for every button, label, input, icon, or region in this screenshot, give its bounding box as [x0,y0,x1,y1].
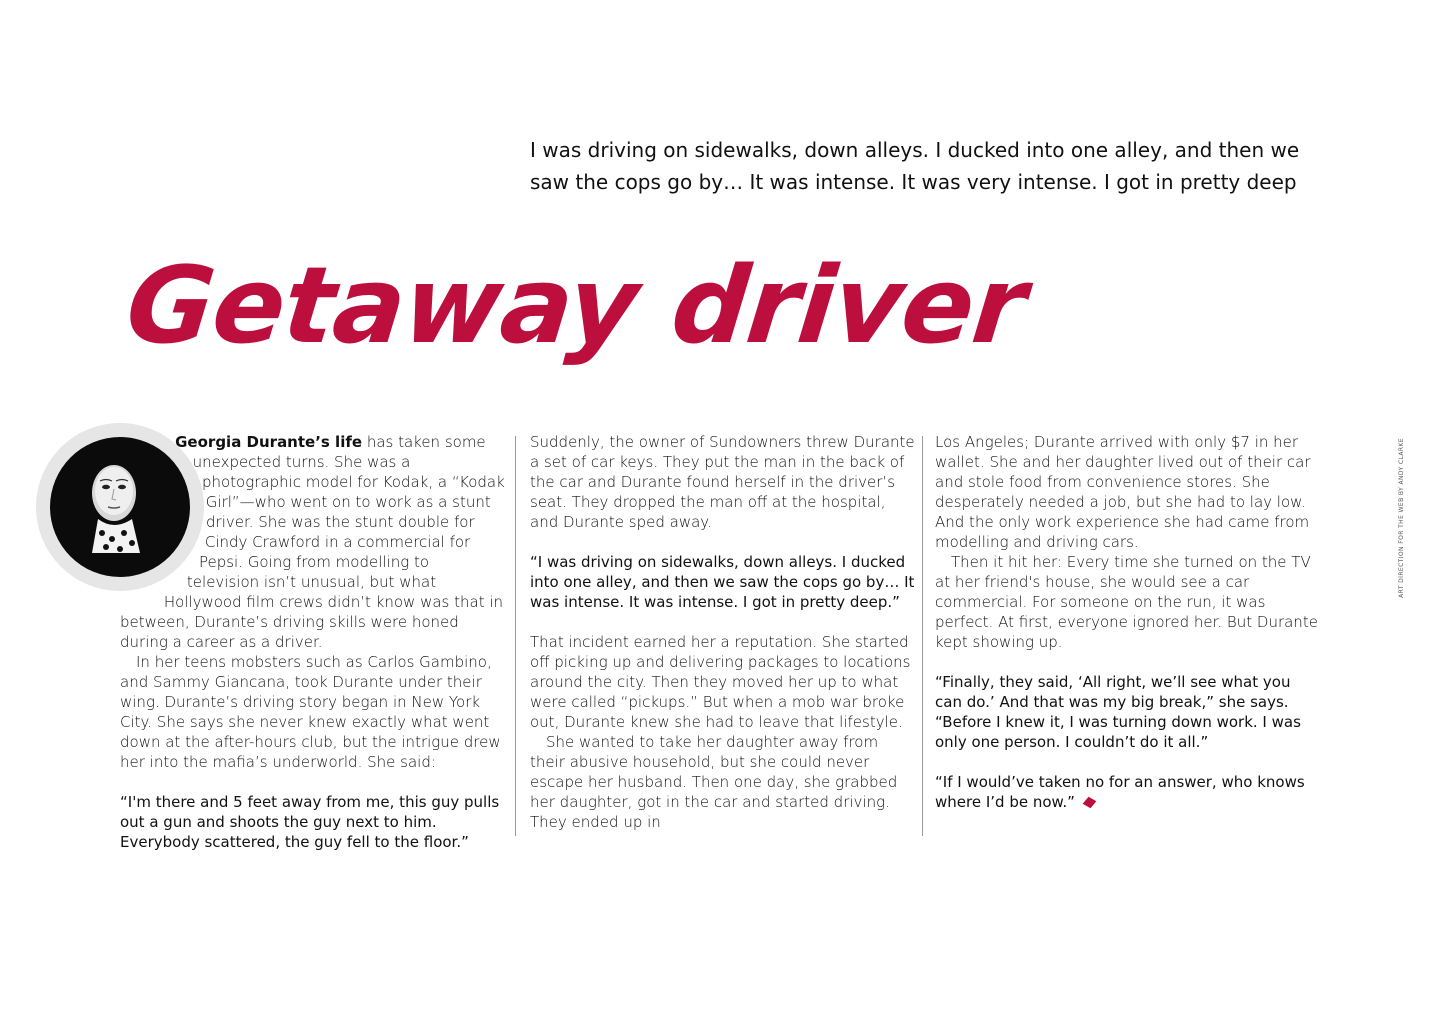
closing-quote: “If I would’ve taken no for an answer, who knows where I’d be now.” [935,773,1305,811]
article-column-3 [935,432,1321,832]
paragraph: That incident earned her a reputation. She started off picking up and delivering packages to locations around the city. Then they moved her up to what were called “pickups.” But when a mob war broke out, Durante knew she had to leave that lifestyle. [530,633,911,731]
headline: Getaway driver [120,244,1031,367]
column-divider [515,436,516,836]
paragraph: Suddenly, the owner of Sundowners threw Durante a set of car keys. They put the man in the back of the car and Durante found herself in the driver’s seat. They dropped the man off at the hospital, and Durante sped away. [530,433,915,531]
quote-paragraph: “I was driving on sidewalks, down alleys. I ducked into one alley, and then we saw the cops go by… It was intense. It was intense. I got in pretty deep.” [530,553,915,611]
paragraph: She wanted to take her daughter away from their abusive household, but she could never escape her husband. Then one day, she grabbed her daughter, got in the car and started driving. They ended up in [530,733,898,831]
art-direction-credit: ART DIRECTION FOR THE WEB BY ANDY CLARKE [1398,438,1405,598]
lead-in: Georgia Durante’s life [175,433,363,451]
pull-quote: I was driving on sidewalks, down alleys. I ducked into one alley, and then we saw the cops go by… It was intense. It was very intense. I got in pretty deep [530,138,1300,194]
column-divider [922,436,923,836]
article-column-2 [530,432,916,832]
paragraph: Then it hit her: Every time she turned on the TV at her friend's house, she would see a car commercial. For someone on the run, it was perfect. At first, everyone ignored her. But Durante kept showing up. [935,553,1318,651]
paragraph: Los Angeles; Durante arrived with only $7 in her wallet. She and her daughter lived out of their car and stole food from convenience stores. She desperately needed a job, but she had to lay low. And the only work experience she had came from modelling and driving cars. [935,433,1311,551]
quote-paragraph: “I'm there and 5 feet away from me, this guy pulls out a gun and shoots the guy next to him. Everybody scattered, the guy fell to the floor.” [120,793,500,851]
intro-paragraph: Georgia Durante’s life has taken some unexpected turns. She was a photographic model for Kodak, a “Kodak Girl”—who went on to work as a stunt driver. She was the stunt double for Cindy Crawford in a commercial for Pepsi. Going from modelling to television isn’t unusual, but what Hollywood film crews didn’t know was that in between, Durante’s driving skills were honed during a career as a driver. [120,433,505,651]
article-column-1 [120,432,506,872]
end-mark-icon [1083,797,1097,809]
quote-paragraph: “Finally, they said, ‘All right, we’ll see what you can do.’ And that was my big break,” she says. “Before I knew it, I was turning down work. I was only one person. I couldn’t do it all.” [935,673,1301,751]
paragraph: In her teens mobsters such as Carlos Gambino, and Sammy Giancana, took Durante under their wing. Durante’s driving story began in New York City. She says she never knew exactly what went down at the after-hours club, but the intrigue drew her into the mafia’s underworld. She said: [120,653,501,771]
